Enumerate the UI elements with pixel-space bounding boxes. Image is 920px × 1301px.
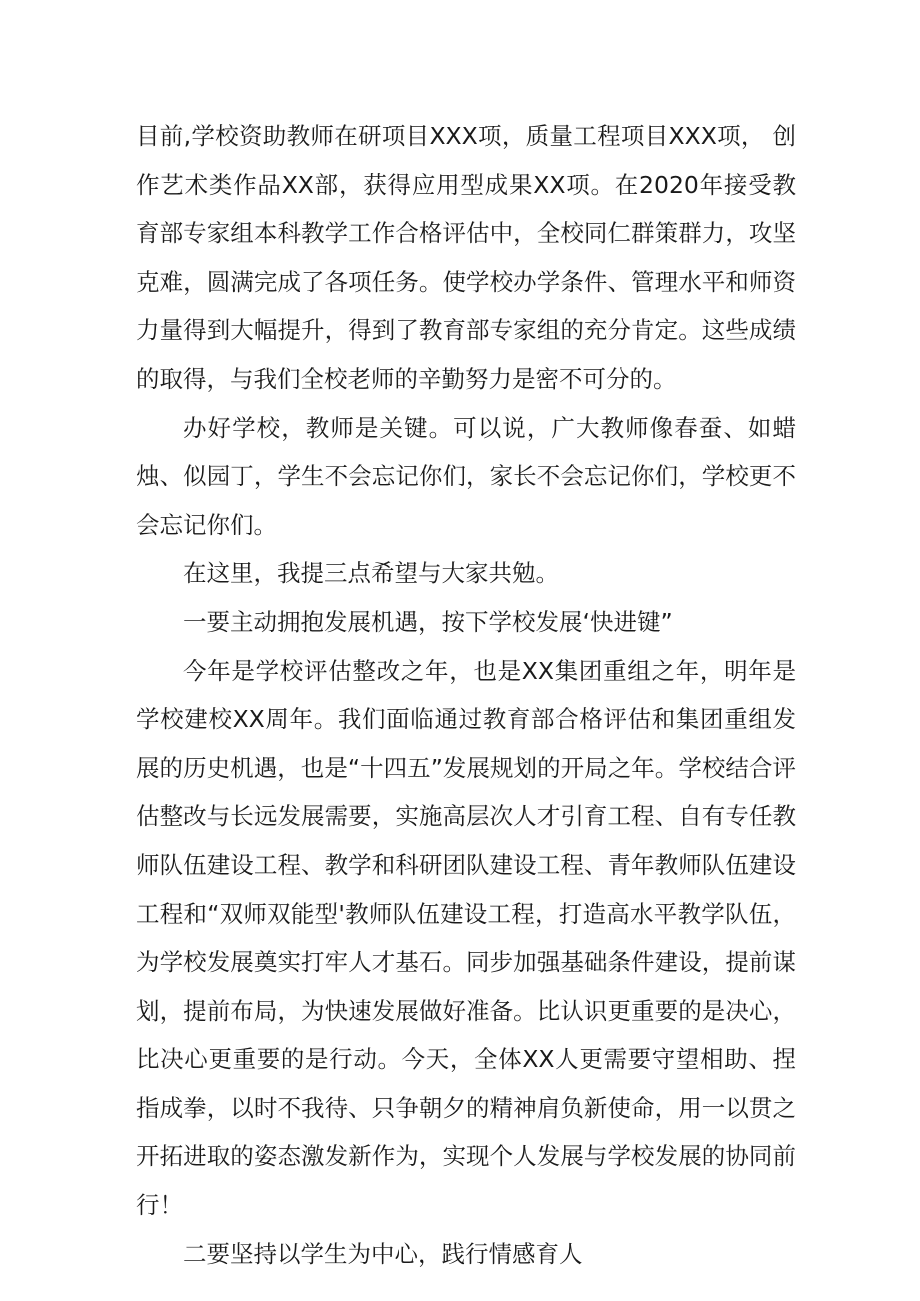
heading-second-hope: 二要坚持以学生为中心，践行情感育人 — [183, 1239, 583, 1268]
document-body — [136, 112, 796, 1278]
paragraph-three-hopes: 在这里，我提三点希望与大家共勉。 — [183, 559, 559, 588]
paragraph-teachers-key: 办好学校，教师是关键。可以说，广大教师像春蚕、如蜡烛、似园丁，学生不会忘记你们，家长不会忘记你们，学校更不会忘记你们。 — [136, 413, 796, 539]
paragraph-development-opportunity: 今年是学校评估整改之年，也是XX集团重组之年，明年是学校建校XX周年。我们面临通过教育部合格评估和集团重组发展的历史机遇，也是“十四五”发展规划的开局之年。学校结合评估整改与长远发展需要，实施高层次人才引育工程、自有专任教师队伍建设工程、教学和科研团队建设工程、青年教师队伍建设工程和“双师双能型'教师队伍建设工程，打造高水平教学队伍，为学校发展奠实打牢人才基石。同步加强基础条件建设，提前谋划，提前布局，为快速发展做好准备。比认识更重要的是决心，比决心更重要的是行动。今天，全体XX人更需要守望相助、捏指成拳，以时不我待、只争朝夕的精神肩负新使命，用一以贯之开拓进取的姿态激发新作为，实现个人发展与学校发展的协同前行！ — [136, 656, 796, 1220]
paragraph-achievements: 目前,学校资助教师在研项目XXX项，质量工程项目XXX项， 创作艺术类作品XX部，获得应用型成果XX项。在2020年接受教育部专家组本科教学工作合格评估中，全校同仁群策群力，攻坚克难，圆满完成了各项任务。使学校办学条件、管理水平和师资力量得到大幅提升，得到了教育部专家组的充分肯定。这些成绩的取得，与我们全校老师的辛勤努力是密不可分的。 — [136, 122, 796, 393]
heading-first-hope: 一要主动拥抱发展机遇，按下学校发展‘快进键” — [183, 607, 673, 636]
